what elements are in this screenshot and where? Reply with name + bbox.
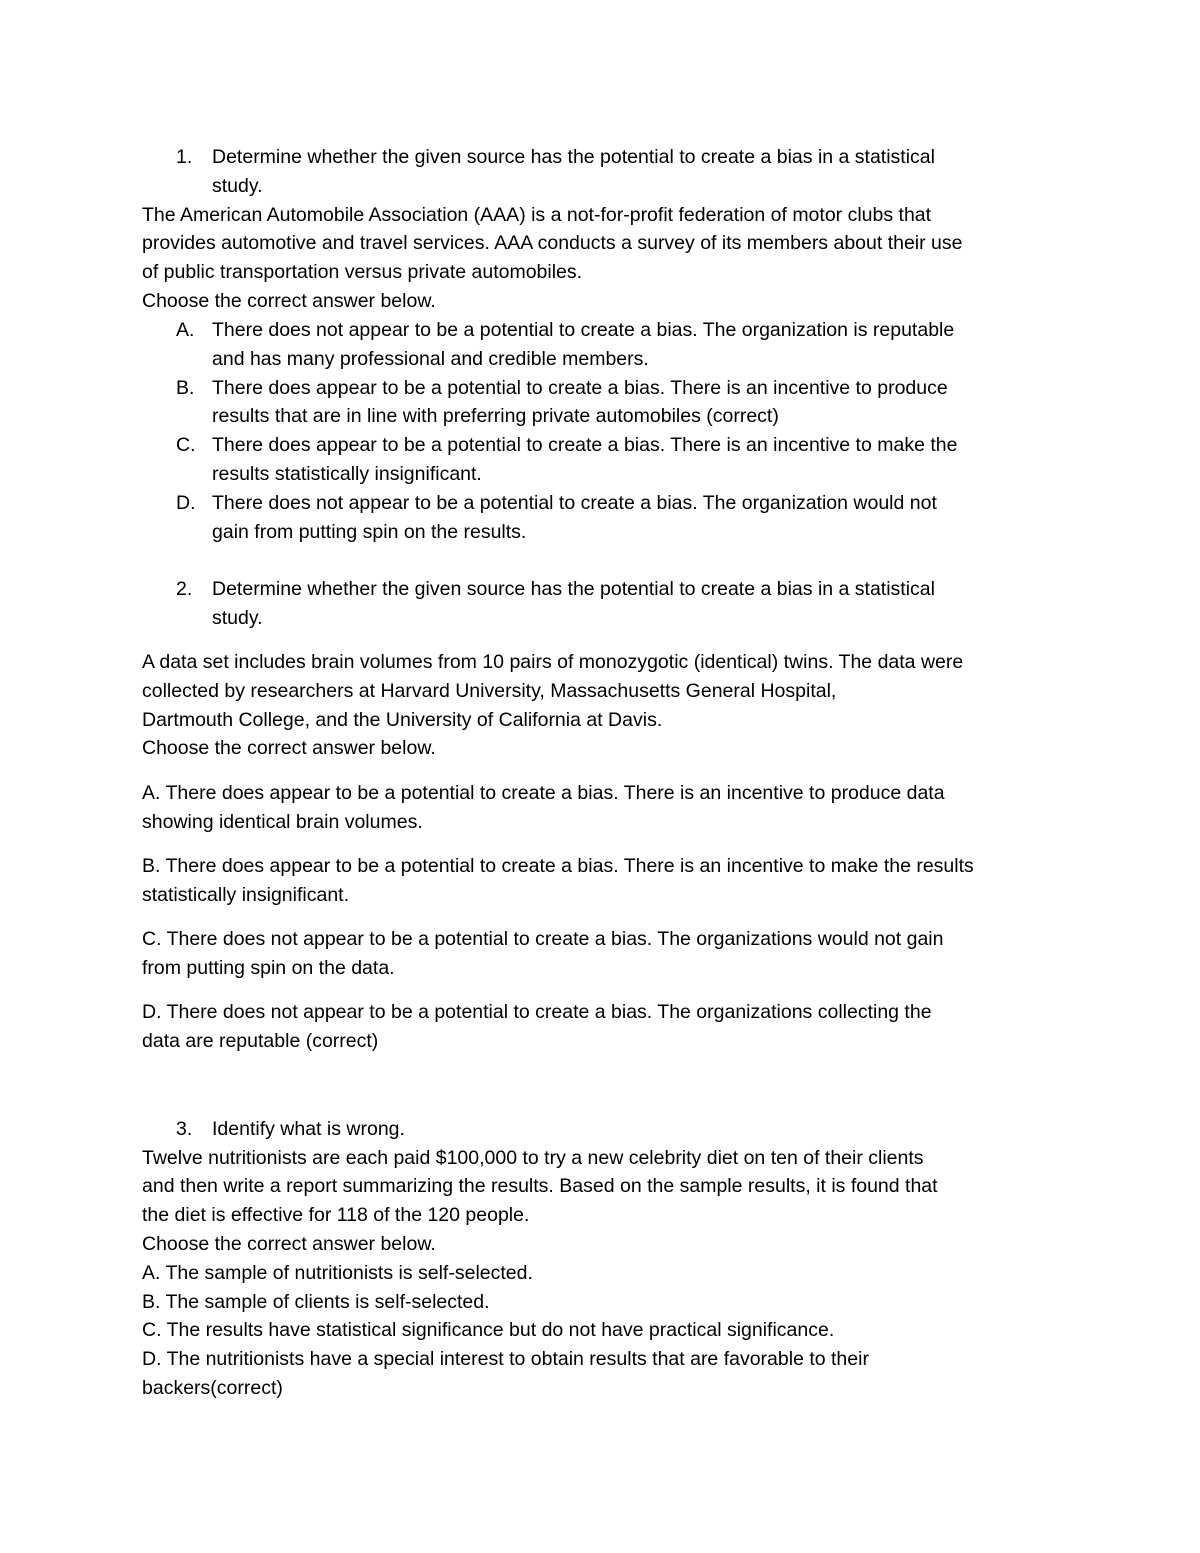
q1-option-a-line-1: There does not appear to be a potential to create a bias. The organization is reputable <box>212 319 955 341</box>
q2-body-line-3: Dartmouth College, and the University of California at Davis. <box>142 709 663 731</box>
q1-option-d-letter: D. <box>176 492 196 514</box>
q1-body-line-1: The American Automobile Association (AAA) is a not-for-profit federation of motor clubs that <box>142 204 932 226</box>
q2-option-c-line-2: from putting spin on the data. <box>142 957 395 979</box>
q3-option-d-line-1: D. The nutritionists have a special interest to obtain results that are favorable to their <box>142 1348 869 1370</box>
q1-instruction: Choose the correct answer below. <box>142 290 436 312</box>
q1-option-c-line-1: There does appear to be a potential to create a bias. There is an incentive to make the <box>212 434 958 456</box>
q1-option-d-line-1: There does not appear to be a potential to create a bias. The organization would not <box>212 492 937 514</box>
q2-option-b-line-1: B. There does appear to be a potential to create a bias. There is an incentive to make the results <box>142 855 974 877</box>
q1-option-a-letter: A. <box>176 319 195 341</box>
q3-option-c: C. The results have statistical significance but do not have practical significance. <box>142 1319 835 1341</box>
q1-option-a-line-2: and has many professional and credible members. <box>212 348 649 370</box>
q1-prompt-line-2: study. <box>212 175 263 197</box>
q2-option-b-line-2: statistically insignificant. <box>142 884 349 906</box>
q3-option-a: A. The sample of nutritionists is self-selected. <box>142 1262 533 1284</box>
q1-body-line-2: provides automotive and travel services. AAA conducts a survey of its members about their use <box>142 232 963 254</box>
q2-instruction: Choose the correct answer below. <box>142 737 436 759</box>
q2-prompt-line-1: Determine whether the given source has the potential to create a bias in a statistical <box>212 578 935 600</box>
q1-option-c-letter: C. <box>176 434 196 456</box>
q3-instruction: Choose the correct answer below. <box>142 1233 436 1255</box>
q2-option-a-line-1: A. There does appear to be a potential to create a bias. There is an incentive to produce data <box>142 782 945 804</box>
q2-prompt-line-2: study. <box>212 607 263 629</box>
q1-option-d-line-2: gain from putting spin on the results. <box>212 521 527 543</box>
q3-option-b: B. The sample of clients is self-selected. <box>142 1291 490 1313</box>
q2-number: 2. <box>176 578 193 600</box>
q2-option-d-line-1: D. There does not appear to be a potential to create a bias. The organizations collecting the <box>142 1001 932 1023</box>
q1-number: 1. <box>176 146 193 168</box>
q3-body-line-3: the diet is effective for 118 of the 120 people. <box>142 1204 530 1226</box>
q2-body-line-1: A data set includes brain volumes from 10 pairs of monozygotic (identical) twins. The data were <box>142 651 964 673</box>
q1-option-b-line-1: There does appear to be a potential to create a bias. There is an incentive to produce <box>212 377 948 399</box>
q1-option-b-letter: B. <box>176 377 195 399</box>
q2-body-line-2: collected by researchers at Harvard University, Massachusetts General Hospital, <box>142 680 837 702</box>
q3-body-line-1: Twelve nutritionists are each paid $100,000 to try a new celebrity diet on ten of their clients <box>142 1147 924 1169</box>
q1-option-b-line-2: results that are in line with preferring private automobiles (correct) <box>212 405 779 427</box>
q3-option-d-line-2: backers(correct) <box>142 1377 283 1399</box>
q1-option-c-line-2: results statistically insignificant. <box>212 463 482 485</box>
q2-option-a-line-2: showing identical brain volumes. <box>142 811 423 833</box>
q2-option-c-line-1: C. There does not appear to be a potential to create a bias. The organizations would not gain <box>142 928 944 950</box>
q3-body-line-2: and then write a report summarizing the results. Based on the sample results, it is found that <box>142 1175 938 1197</box>
q3-prompt: Identify what is wrong. <box>212 1118 405 1140</box>
q3-number: 3. <box>176 1118 193 1140</box>
q1-prompt-line-1: Determine whether the given source has the potential to create a bias in a statistical <box>212 146 935 168</box>
q2-option-d-line-2: data are reputable (correct) <box>142 1030 379 1052</box>
q1-body-line-3: of public transportation versus private automobiles. <box>142 261 583 283</box>
